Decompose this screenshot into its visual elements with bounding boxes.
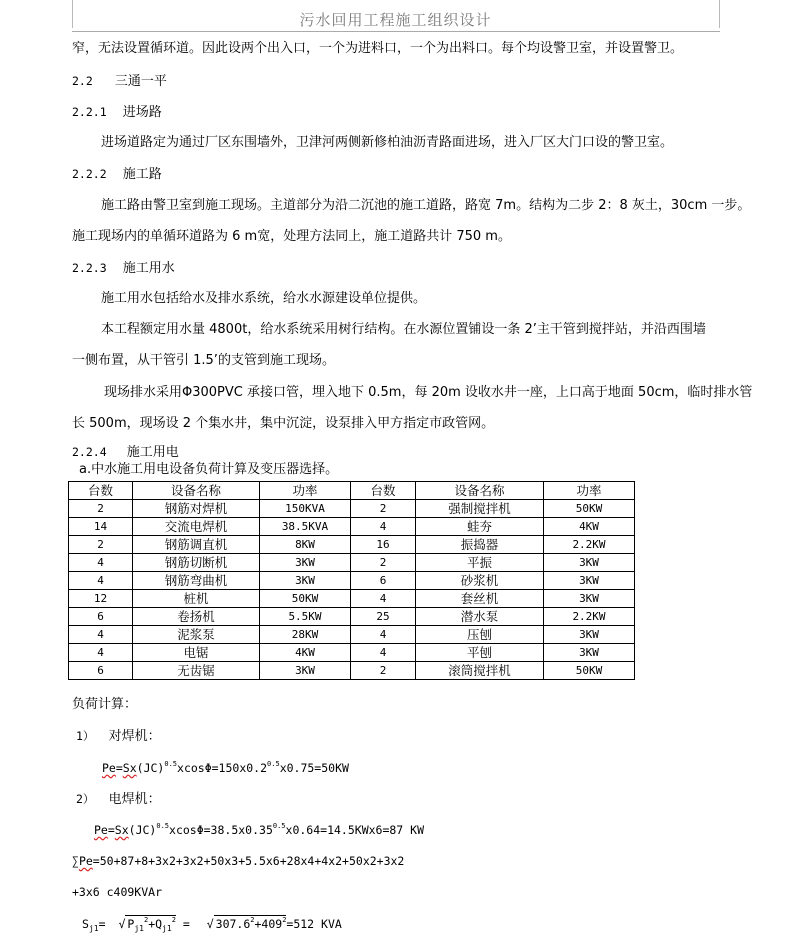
cell-count: 2	[69, 536, 133, 554]
formula-exponent: 0.5	[267, 760, 280, 768]
table-row	[69, 644, 635, 662]
col-header-power: 功率	[544, 482, 635, 500]
heading-2-2-4	[72, 444, 179, 461]
cell-power: 3KW	[544, 590, 635, 608]
calc-item-2	[76, 791, 161, 808]
sqrt-sign: √	[118, 917, 126, 931]
cell-power: 3KW	[260, 572, 351, 590]
table-row	[69, 518, 635, 536]
cell-power: 50KW	[544, 500, 635, 518]
cell-device: 卷扬机	[133, 608, 260, 626]
cell-count: 2	[351, 500, 416, 518]
cell-count: 2	[351, 662, 416, 680]
heading-2-2-2	[72, 166, 162, 183]
cell-device: 交流电焊机	[133, 518, 260, 536]
formula-apparent-power	[82, 915, 342, 932]
cell-power: 150KVA	[260, 500, 351, 518]
cell-power: 3KW	[260, 662, 351, 680]
table-row	[69, 500, 635, 518]
cell-power: 3KW	[544, 626, 635, 644]
cell-device: 钢筋对焊机	[133, 500, 260, 518]
cell-count: 14	[69, 518, 133, 536]
col-header-count: 台数	[69, 482, 133, 500]
cell-device: 电锯	[133, 644, 260, 662]
formula-exponent: 0.5	[272, 822, 286, 830]
cell-device: 蛙夯	[416, 518, 544, 536]
formula-pe: Pe	[94, 823, 108, 837]
formula-pe: Pe	[78, 854, 93, 868]
sqrt-sign: √	[206, 917, 214, 931]
calc-item-1	[76, 728, 161, 745]
col-header-device: 设备名称	[416, 482, 544, 500]
paragraph-drainage-b: 长 500m，现场设 2 个集水井，集中沉淀，设泵排入甲方指定市政管网。	[72, 416, 495, 431]
cell-device: 振捣器	[416, 536, 544, 554]
paragraph-water-2b: 一侧布置，从干管引 1.5’的支管到施工现场。	[72, 353, 335, 368]
heading-number: 2.2.1	[72, 105, 107, 119]
cell-power: 3KW	[544, 572, 635, 590]
formula-text: =	[115, 761, 123, 775]
heading-title: 进场路	[122, 105, 162, 120]
formula-exponent: 2	[143, 916, 149, 924]
cell-power: 2.2KW	[544, 608, 635, 626]
formula-butt-welder	[102, 760, 349, 776]
cell-power: 3KW	[544, 644, 635, 662]
formula-sum-pe	[72, 853, 404, 869]
cell-device: 压刨	[416, 626, 544, 644]
cell-count: 4	[69, 554, 133, 572]
formula-text: =50+87+8+3x2+3x2+50x3+5.5x6+28x4+4x2+50x2+3x2	[92, 854, 405, 868]
table-row	[69, 572, 635, 590]
formula-sx: Sx	[114, 823, 129, 837]
table-header-row	[69, 482, 635, 500]
cell-device: 泥浆泵	[133, 626, 260, 644]
item-number: 2）	[76, 792, 95, 806]
heading-2-2-1	[72, 104, 162, 121]
radicand	[125, 915, 176, 932]
cell-count: 4	[69, 644, 133, 662]
cell-power: 50KW	[260, 590, 351, 608]
table-caption: a.中水施工用电设备负荷计算及变压器选择。	[79, 462, 339, 477]
cell-count: 6	[351, 572, 416, 590]
cell-power: 28KW	[260, 626, 351, 644]
paragraph-continuation: 窄，无法设置循环道。因此设两个出入口，一个为进料口，一个为出料口。每个均设警卫室，并设置警卫。	[72, 41, 684, 56]
heading-title: 施工用水	[122, 261, 175, 276]
cell-count: 4	[351, 590, 416, 608]
heading-number: 2.2.2	[72, 167, 107, 181]
cell-device: 桩机	[133, 590, 260, 608]
formula-exponent: 0.5	[156, 822, 170, 830]
cell-count: 4	[351, 626, 416, 644]
cell-device: 砂浆机	[416, 572, 544, 590]
cell-device: 潜水泵	[416, 608, 544, 626]
cell-count: 4	[351, 644, 416, 662]
heading-title: 施工路	[122, 167, 162, 182]
cell-count: 16	[351, 536, 416, 554]
col-header-device: 设备名称	[133, 482, 260, 500]
formula-text: x0.64=14.5KWx6=87 KW	[285, 823, 425, 837]
cell-count: 25	[351, 608, 416, 626]
cell-power: 2.2KW	[544, 536, 635, 554]
cell-power: 3KW	[544, 554, 635, 572]
formula-text: P	[127, 917, 135, 931]
cell-device: 无齿锯	[133, 662, 260, 680]
formula-exponent: 2	[171, 916, 176, 924]
formula-exponent: 2	[282, 916, 287, 924]
cell-count: 6	[69, 608, 133, 626]
table-row	[69, 536, 635, 554]
cell-power: 5.5KW	[260, 608, 351, 626]
col-header-count: 台数	[351, 482, 416, 500]
paragraph-water-1: 施工用水包括给水及排水系统，给水水源建设单位提供。	[101, 291, 427, 306]
page-header-title: 污水回用工程施工组织设计	[299, 11, 492, 29]
item-label: 对焊机：	[108, 729, 161, 744]
col-header-power: 功率	[260, 482, 351, 500]
radicand	[214, 915, 287, 932]
cell-device: 强制搅拌机	[416, 500, 544, 518]
formula-text: 307.6	[215, 917, 251, 931]
table-row	[69, 608, 635, 626]
header-rule	[72, 31, 720, 32]
formula-text: +409	[254, 917, 283, 931]
table-row	[69, 626, 635, 644]
table-row	[69, 662, 635, 680]
cell-device: 套丝机	[416, 590, 544, 608]
heading-2-2	[72, 73, 167, 90]
cell-power: 4KW	[260, 644, 351, 662]
cell-device: 钢筋切断机	[133, 554, 260, 572]
formula-text: x0.75=50KW	[279, 761, 349, 775]
cell-device: 钢筋调直机	[133, 536, 260, 554]
cell-device: 钢筋弯曲机	[133, 572, 260, 590]
cell-power: 50KW	[544, 662, 635, 680]
formula-pe: Pe	[102, 761, 116, 775]
formula-text: (JC)	[136, 761, 165, 775]
formula-exponent: 0.5	[164, 760, 178, 768]
formula-sx: Sx	[122, 761, 137, 775]
formula-sum-continued: +3x6 c409KVAr	[72, 885, 163, 899]
cell-count: 4	[351, 518, 416, 536]
heading-number: 2.2.4	[72, 445, 107, 459]
paragraph-drainage-a: 现场排水采用Φ300PVC 承接口管，埋入地下 0.5m，每 20m 设收水井一座，上口高于地面 50cm，临时排水管	[104, 385, 753, 400]
heading-number: 2.2	[72, 74, 93, 88]
cell-device: 平振	[416, 554, 544, 572]
heading-title: 施工用电	[126, 445, 179, 460]
formula-exponent: 2	[250, 916, 255, 924]
formula-text: =	[98, 917, 106, 931]
formula-subscript: j1	[134, 924, 144, 933]
equipment-load-table	[68, 481, 635, 680]
formula-text: =	[175, 917, 190, 931]
cell-count: 6	[69, 662, 133, 680]
heading-2-2-3	[72, 260, 175, 277]
cell-count: 4	[69, 626, 133, 644]
paragraph-water-2a: 本工程额定用水量 4800t，给水系统采用树行结构。在水源位置铺设一条 2’主干管到搅拌站，并沿西围墙	[101, 322, 706, 337]
formula-text: =512 KVA	[286, 917, 342, 931]
item-label: 电焊机：	[108, 792, 161, 807]
cell-device: 滚筒搅拌机	[416, 662, 544, 680]
paragraph-construction-road-1: 施工路由警卫室到施工现场。主道部分为沿二沉池的施工道路，路宽 7m。结构为二步 2：8 灰土，30cm 一步。	[101, 198, 751, 213]
table-row	[69, 590, 635, 608]
formula-text: xcosΦ=150x0.2	[177, 761, 268, 775]
formula-text: (JC)	[128, 823, 157, 837]
formula-arc-welder	[94, 822, 424, 838]
cell-count: 2	[69, 500, 133, 518]
paragraph-construction-road-2: 施工现场内的单循环道路为 6 m宽，处理方法同上，施工道路共计 750 m。	[72, 229, 511, 244]
heading-title: 三通一平	[114, 74, 167, 89]
item-number: 1）	[76, 729, 95, 743]
cell-power: 38.5KVA	[260, 518, 351, 536]
cell-power: 3KW	[260, 554, 351, 572]
formula-subscript: j1	[162, 924, 172, 933]
cell-device: 平刨	[416, 644, 544, 662]
formula-text: xcosΦ=38.5x0.35	[169, 823, 273, 837]
sigma-symbol: ∑	[72, 854, 79, 868]
heading-number: 2.2.3	[72, 261, 107, 275]
cell-count: 12	[69, 590, 133, 608]
calc-title: 负荷计算：	[72, 697, 138, 712]
cell-count: 2	[351, 554, 416, 572]
formula-text: =	[107, 823, 115, 837]
formula-text: S	[82, 917, 89, 931]
cell-power: 8KW	[260, 536, 351, 554]
cell-power: 4KW	[544, 518, 635, 536]
formula-subscript: j1	[88, 924, 99, 933]
table-row	[69, 554, 635, 572]
formula-text: +Q	[148, 917, 163, 931]
cell-count: 4	[69, 572, 133, 590]
paragraph-entry-road: 进场道路定为通过厂区东围墙外，卫津河两侧新修柏油沥青路面进场，进入厂区大门口设的警卫室。	[101, 135, 674, 150]
